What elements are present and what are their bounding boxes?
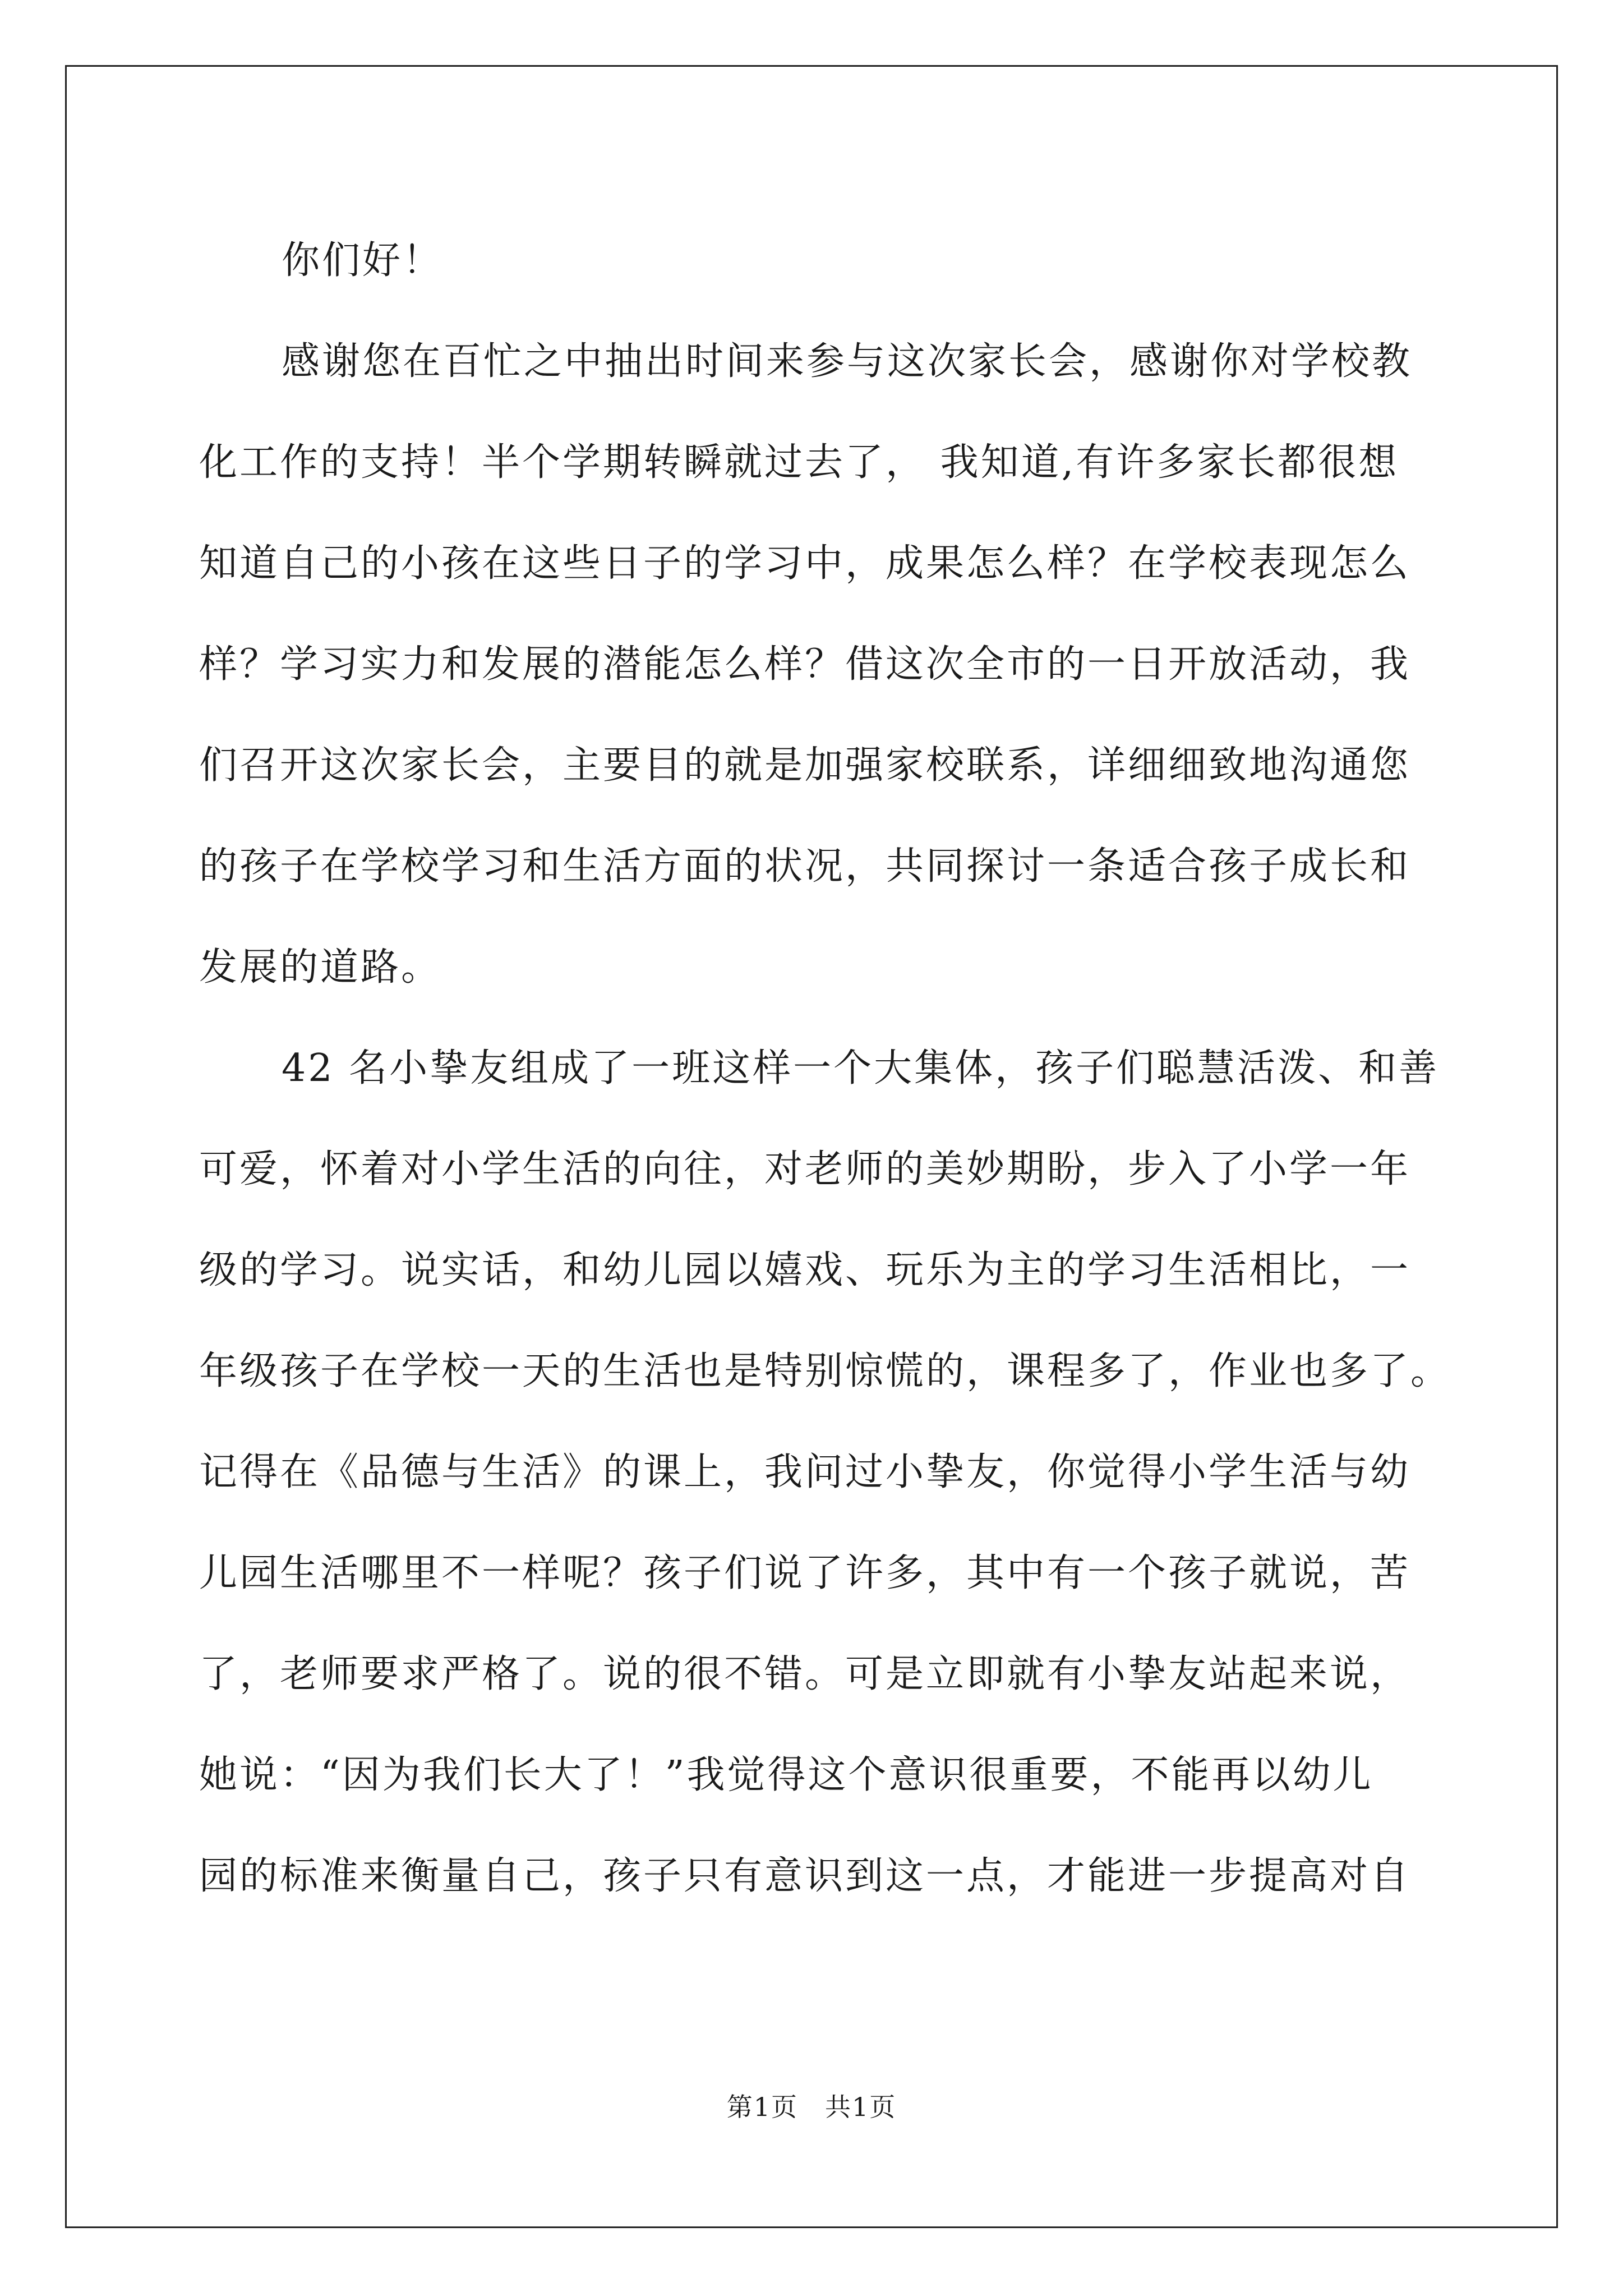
text-line: 42 名小挚友组成了一班这样一个大集体，孩子们聪慧活泼、和善 <box>282 1046 1440 1091</box>
page-footer: 第1页 共1页 <box>726 2092 897 2122</box>
text-line: 发展的道路。 <box>199 945 442 990</box>
text-line: 年级孩子在学校一天的生活也是特别惊慌的，课程多了，作业也多了。 <box>199 1349 1451 1393</box>
document-body <box>199 210 1467 1927</box>
text-line: 感谢您在百忙之中抽出时间来参与这次家长会，感谢你对学校教 <box>282 339 1413 384</box>
text-line: 她说：“因为我们长大了！”我觉得这个意识很重要，不能再以幼儿 <box>199 1753 1373 1797</box>
text-line: 级的学习。说实话，和幼儿园以嬉戏、玩乐为主的学习生活相比，一 <box>199 1248 1411 1292</box>
text-line: 知道自己的小孩在这些日子的学习中，成果怎么样？在学校表现怎么 <box>199 541 1411 586</box>
text-line: 可爱，怀着对小学生活的向往，对老师的美妙期盼，步入了小学一年 <box>199 1147 1411 1191</box>
text-line: 儿园生活哪里不一样呢？孩子们说了许多，其中有一个孩子就说，苦 <box>199 1551 1411 1595</box>
text-line: 的孩子在学校学习和生活方面的状况，共同探讨一条适合孩子成长和 <box>199 844 1411 889</box>
text-line: 样？学习实力和发展的潜能怎么样？借这次全市的一日开放活动，我 <box>199 642 1411 687</box>
text-line: 园的标准来衡量自己，孩子只有意识到这一点，才能进一步提高对自 <box>199 1854 1411 1898</box>
text-line: 了，老师要求严格了。说的很不错。可是立即就有小挚友站起来说， <box>199 1652 1411 1696</box>
text-line: 你们好！ <box>282 238 444 283</box>
text-line: 化工作的支持！半个学期转瞬就过去了， 我知道,有许多家长都很想 <box>199 440 1399 485</box>
text-line: 记得在《品德与生活》的课上，我问过小挚友，你觉得小学生活与幼 <box>199 1450 1411 1494</box>
text-line: 们召开这次家长会，主要目的就是加强家校联系，详细细致地沟通您 <box>199 743 1411 788</box>
